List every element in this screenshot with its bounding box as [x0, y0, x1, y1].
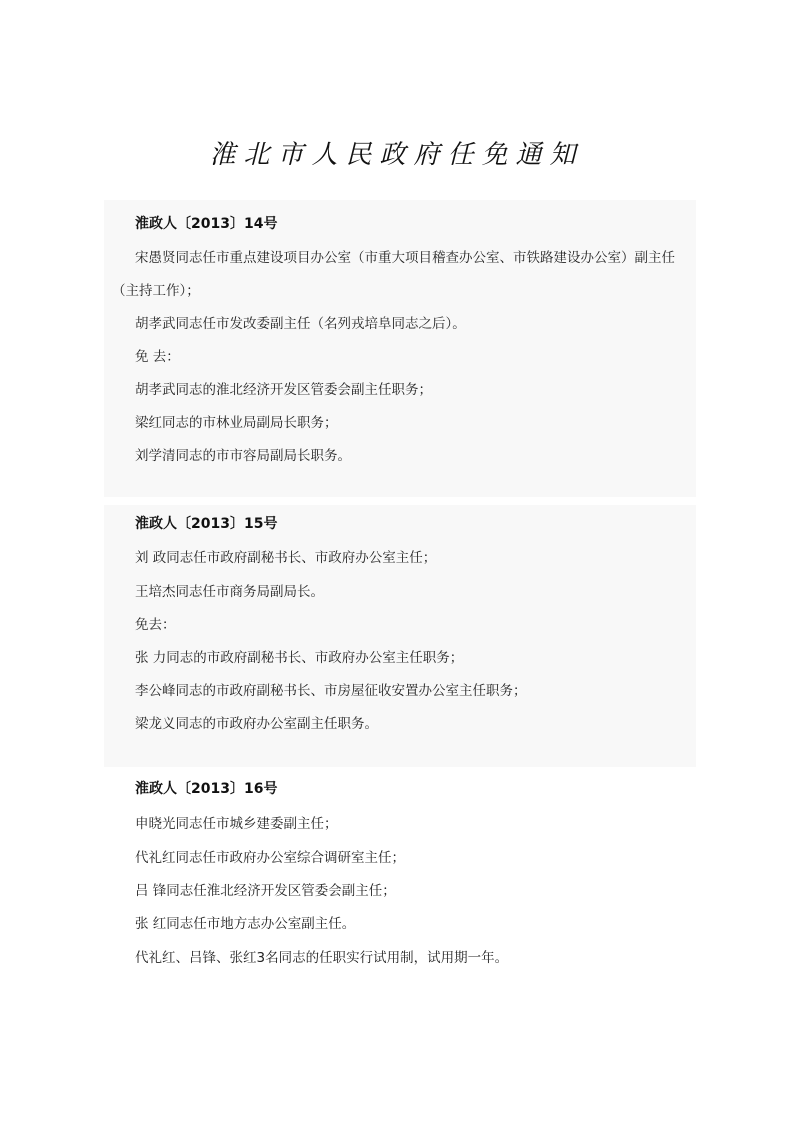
notice-line: 张 力同志的市政府副秘书长、市政府办公室主任职务； [135, 650, 464, 666]
notice-line: 代礼红、吕锋、张红3名同志的任职实行试用制，试用期一年。 [135, 950, 509, 966]
notice-line: （主持工作）； [112, 283, 200, 299]
notice-section-16 [104, 770, 696, 970]
notice-number: 淮政人〔2013〕16号 [135, 781, 278, 797]
notice-line: 刘 政同志任市政府副秘书长、市政府办公室主任； [135, 550, 437, 566]
notice-line: 宋愚贤同志任市重点建设项目办公室（市重大项目稽查办公室、市铁路建设办公室）副主任 [135, 250, 675, 266]
notice-line: 梁龙义同志的市政府办公室副主任职务。 [135, 716, 378, 732]
notice-section-14 [104, 200, 696, 497]
notice-line: 张 红同志任市地方志办公室副主任。 [135, 916, 356, 932]
notice-line: 胡孝武同志任市发改委副主任（名列戎培阜同志之后）。 [135, 316, 466, 332]
notice-line: 李公峰同志的市政府副秘书长、市房屋征收安置办公室主任职务； [135, 683, 527, 699]
notice-line: 申晓光同志任市城乡建委副主任； [135, 816, 338, 832]
notice-number: 淮政人〔2013〕14号 [135, 216, 278, 232]
notice-line: 刘学清同志的市市容局副局长职务。 [135, 448, 351, 464]
notice-line: 吕 锋同志任淮北经济开发区管委会副主任； [135, 883, 396, 899]
notice-line: 代礼红同志任市政府办公室综合调研室主任； [135, 850, 405, 866]
notice-line: 胡孝武同志的淮北经济开发区管委会副主任职务； [135, 382, 432, 398]
notice-line: 王培杰同志任市商务局副局长。 [135, 584, 324, 600]
page-title: 淮北市人民政府任免通知 [209, 140, 584, 170]
notice-number: 淮政人〔2013〕15号 [135, 516, 278, 532]
notice-line: 梁红同志的市林业局副局长职务； [135, 415, 338, 431]
notice-line: 免去： [135, 617, 176, 633]
notice-section-15 [104, 505, 696, 767]
notice-line: 免 去： [135, 349, 180, 365]
